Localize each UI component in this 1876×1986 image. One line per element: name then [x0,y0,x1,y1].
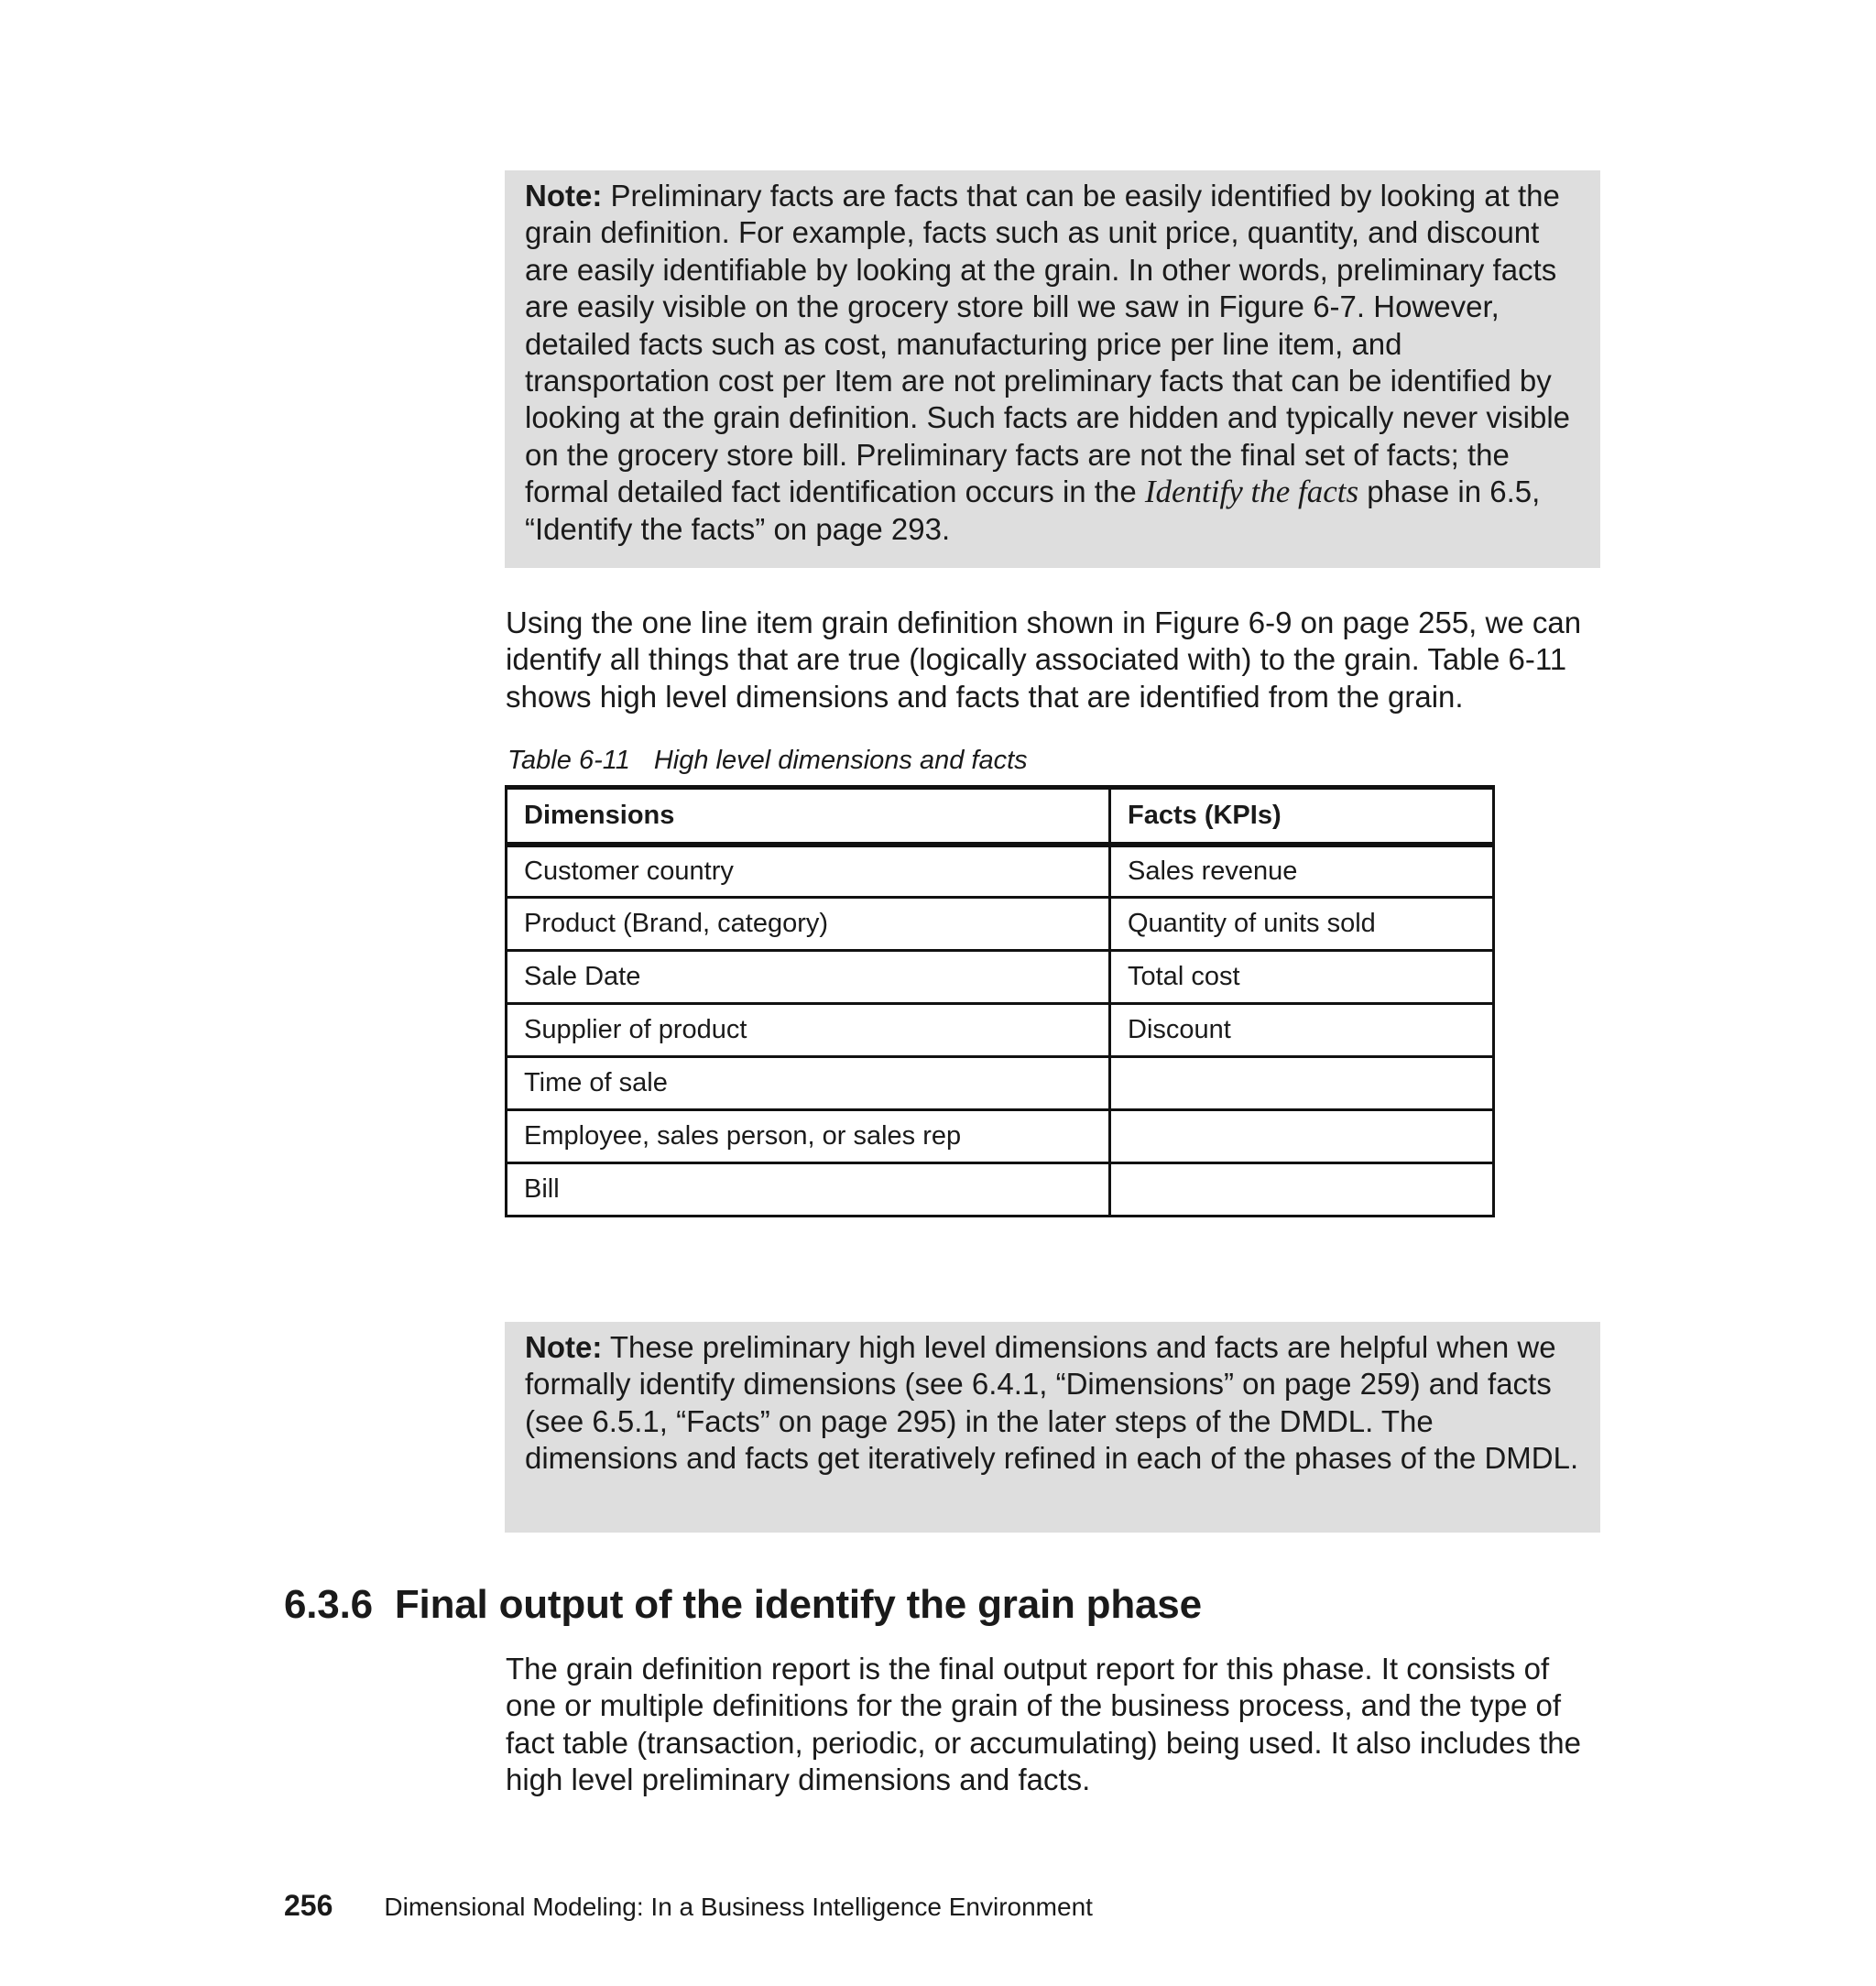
header-facts: Facts (KPIs) [1110,788,1494,845]
table-row [507,845,1494,898]
dimension-cell: Time of sale [507,1057,1110,1110]
book-title: Dimensional Modeling: In a Business Intelligence Environment [384,1893,1093,1921]
note-text-end: phase in 6.5, “Identify the facts” on page 293. [525,475,1541,546]
table-caption [507,746,1028,776]
section-paragraph: The grain definition report is the final output report for this phase. It consists of one or multiple definitions for the grain of the business process, and the type of fact table (transaction, periodic, or accumulating) being used. It also includes the high level preliminary dimensions and facts. [506,1652,1581,1797]
note-label: Note: [525,179,603,213]
dimension-cell: Bill [507,1163,1110,1217]
dimension-cell: Product (Brand, category) [507,898,1110,951]
fact-cell: Sales revenue [1110,845,1494,898]
table-caption-title: High level dimensions and facts [653,746,1028,775]
table-row [507,951,1494,1004]
dimension-cell: Customer country [507,845,1110,898]
table-row [507,1163,1494,1217]
note-text: Preliminary facts are facts that can be easily identified by looking at the grain definition. For example, facts such as unit price, quantity, and discount are easily identifiable by looking at the grain. In other words, preliminary facts are easily visible on the grocery store bill we saw in Figure 6-7. However, detailed facts such as cost, manufacturing price per line item, and transportation cost per Item are not preliminary facts that can be identified by looking at the grain definition. Such facts are hidden and typically never visible on the grocery store bill. Preliminary facts are not the final set of facts; the formal detailed fact identification occurs in the [525,179,1571,509]
section-heading [284,1582,1202,1628]
section-number: 6.3.6 [284,1582,373,1627]
fact-cell [1110,1110,1494,1163]
table-header-row [507,788,1494,845]
intro-paragraph: Using the one line item grain definition shown in Figure 6-9 on page 255, we can identify all things that are true (logically associated with) to the grain. Table 6-11 shows high level dimensions and facts that are identified from the grain. [506,606,1582,714]
table-row [507,898,1494,951]
fact-cell [1110,1163,1494,1217]
table-caption-number: Table 6-11 [507,746,630,775]
section-title: Final output of the identify the grain phase [394,1582,1202,1627]
header-dimensions: Dimensions [507,788,1110,845]
fact-cell: Discount [1110,1004,1494,1057]
page-number: 256 [284,1889,333,1922]
note-box-refinement [505,1322,1600,1533]
dimension-cell: Employee, sales person, or sales rep [507,1110,1110,1163]
table-row [507,1057,1494,1110]
note-box-preliminary-facts [505,170,1600,568]
fact-cell: Total cost [1110,951,1494,1004]
dimension-cell: Sale Date [507,951,1110,1004]
dimensions-facts-table [505,785,1495,1217]
note-label: Note: [525,1330,603,1364]
note-text: These preliminary high level dimensions and facts are helpful when we formally identify dimensions (see 6.4.1, “Dimensions” on page 259) and facts (see 6.5.1, “Facts” on page 295) in the later steps of the DMDL. The dimensions and facts get iteratively refined in each of the phases of the DMDL. [525,1330,1579,1476]
page-footer [284,1889,1093,1923]
dimension-cell: Supplier of product [507,1004,1110,1057]
note-italic-phase: Identify the facts [1144,474,1359,510]
table-row [507,1110,1494,1163]
table-row [507,1004,1494,1057]
fact-cell: Quantity of units sold [1110,898,1494,951]
fact-cell [1110,1057,1494,1110]
